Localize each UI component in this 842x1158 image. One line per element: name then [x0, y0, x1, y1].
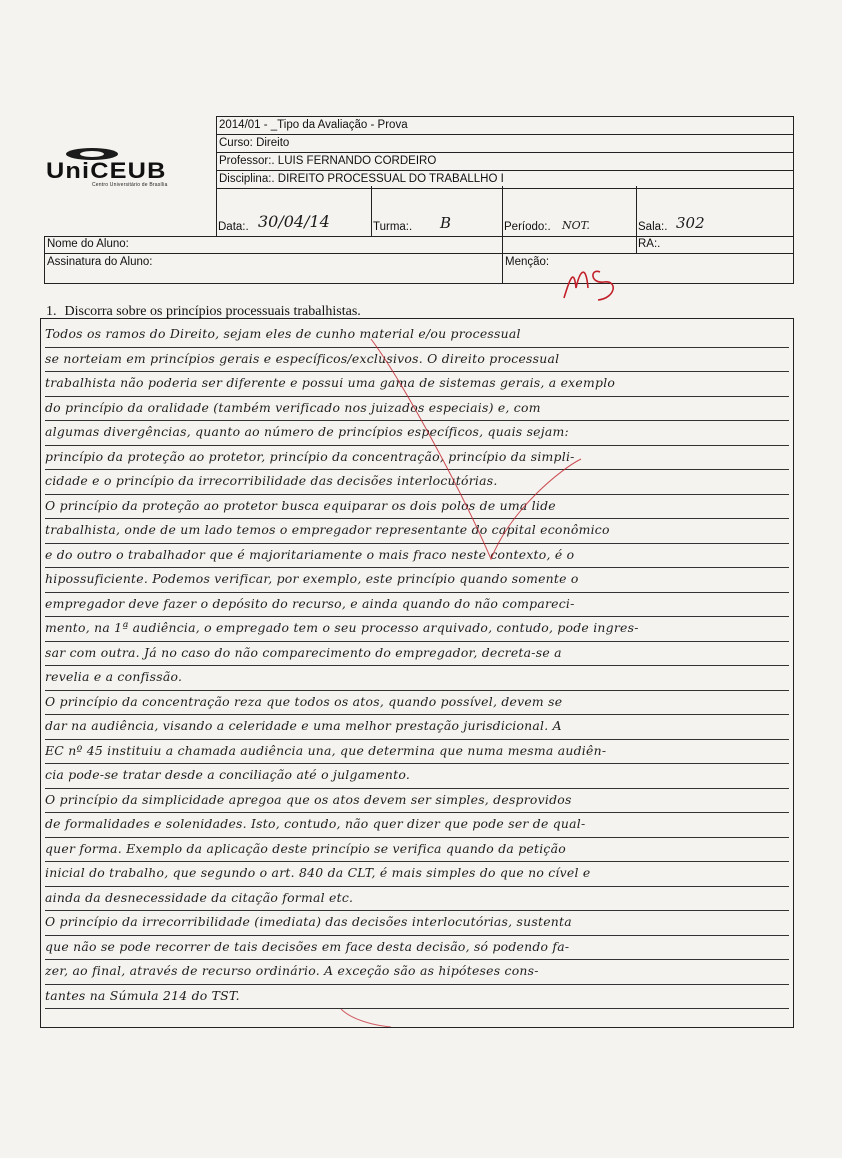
logo-wordmark: UniCEUB — [46, 158, 167, 183]
answer-line: O princípio da simplicidade apregoa que os atos devem ser simples, desprovidos — [45, 789, 789, 814]
date-label: Data:. — [218, 221, 249, 233]
period-value: NOT. — [562, 219, 590, 232]
answer-area — [40, 318, 794, 1028]
grade-label: Menção: — [505, 256, 550, 268]
answer-line: dar na audiência, visando a celeridade e uma melhor prestação jurisdicional. A — [45, 715, 789, 740]
answer-line: Todos os ramos do Direito, sejam eles de cunho material e/ou processual — [45, 323, 789, 348]
signature-label: Assinatura do Aluno: — [47, 256, 153, 268]
answer-line: de formalidades e solenidades. Isto, contudo, não quer dizer que pode ser de qual- — [45, 813, 789, 838]
class-value: B — [440, 214, 452, 232]
answer-line: se norteiam em princípios gerais e específicos/exclusivos. O direito processual — [45, 348, 789, 373]
answer-line: do princípio da oralidade (também verificado nos juizados especiais) e, com — [45, 397, 789, 422]
answer-line: empregador deve fazer o depósito do recurso, e ainda quando do não compareci- — [45, 593, 789, 618]
date-value: 30/04/14 — [258, 212, 330, 231]
professor: Professor:. LUIS FERNANDO CORDEIRO — [217, 153, 794, 171]
period-type: 2014/01 - _Tipo da Avaliação - Prova — [217, 117, 794, 135]
answer-line: que não se pode recorrer de tais decisões em face desta decisão, só podendo fa- — [45, 936, 789, 961]
course: Curso: Direito — [217, 135, 794, 153]
room-value: 302 — [676, 214, 705, 232]
answer-line: EC nº 45 instituiu a chamada audiência una, que determina que numa mesma audiên- — [45, 740, 789, 765]
room-label: Sala:. — [638, 221, 668, 233]
student-name-row — [44, 236, 794, 254]
uniceub-logo — [44, 146, 174, 190]
answer-line: mento, na 1ª audiência, o empregado tem o seu processo arquivado, contudo, pode ingres- — [45, 617, 789, 642]
class-label: Turma:. — [373, 221, 413, 233]
grade-mark — [560, 258, 640, 306]
answer-line: O princípio da irrecorribilidade (imediata) das decisões interlocutórias, sustenta — [45, 911, 789, 936]
answer-line: trabalhista não poderia ser diferente e possui uma gama de sistemas gerais, a exemplo — [45, 372, 789, 397]
subject: Disciplina:. DIREITO PROCESSUAL DO TRABALLHO I — [217, 171, 794, 189]
answer-line: cidade e o princípio da irrecorribilidade das decisões interlocutórias. — [45, 470, 789, 495]
exam-header-table — [216, 116, 794, 189]
answer-line: hipossuficiente. Podemos verificar, por exemplo, este princípio quando somente o — [45, 568, 789, 593]
answer-line: sar com outra. Já no caso do não comparecimento do empregador, decreta-se a — [45, 642, 789, 667]
logo-subtitle: Centro Universitário de Brasília — [92, 182, 168, 188]
period-label: Período:. — [504, 221, 551, 233]
answer-line: revelia e a confissão. — [45, 666, 789, 691]
answer-area-bottom — [40, 1027, 794, 1028]
student-name-label: Nome do Aluno: — [47, 238, 129, 250]
question-number: 1. — [46, 304, 57, 319]
answer-line: O princípio da concentração reza que todos os atos, quando possível, devem se — [45, 691, 789, 716]
answer-line: O princípio da proteção ao protetor busca equiparar os dois polos de uma lide — [45, 495, 789, 520]
answer-line: princípio da proteção ao protetor, princípio da concentração, princípio da simpli- — [45, 446, 789, 471]
answer-line: algumas divergências, quanto ao número de princípios específicos, quais sejam: — [45, 421, 789, 446]
answer-line: ainda da desnecessidade da citação formal etc. — [45, 887, 789, 912]
question-text: Discorra sobre os princípios processuais trabalhistas. — [64, 304, 361, 319]
answer-line: e do outro o trabalhador que é majoritariamente o mais fraco neste contexto, é o — [45, 544, 789, 569]
answer-line: inicial do trabalho, que segundo o art. 840 da CLT, é mais simples do que no cível e — [45, 862, 789, 887]
signature-row — [44, 253, 794, 284]
answer-line: tantes na Súmula 214 do TST. — [45, 985, 789, 1010]
answer-line: quer forma. Exemplo da aplicação deste princípio se verifica quando da petição — [45, 838, 789, 863]
grade-stroke-icon — [560, 258, 640, 306]
answer-line: trabalhista, onde de um lado temos o empregador representante do capital econômico — [45, 519, 789, 544]
answer-line: zer, ao final, através de recurso ordinário. A exceção são as hipóteses cons- — [45, 960, 789, 985]
ra-label: RA:. — [638, 238, 661, 250]
answer-line: cia pode-se tratar desde a conciliação até o julgamento. — [45, 764, 789, 789]
